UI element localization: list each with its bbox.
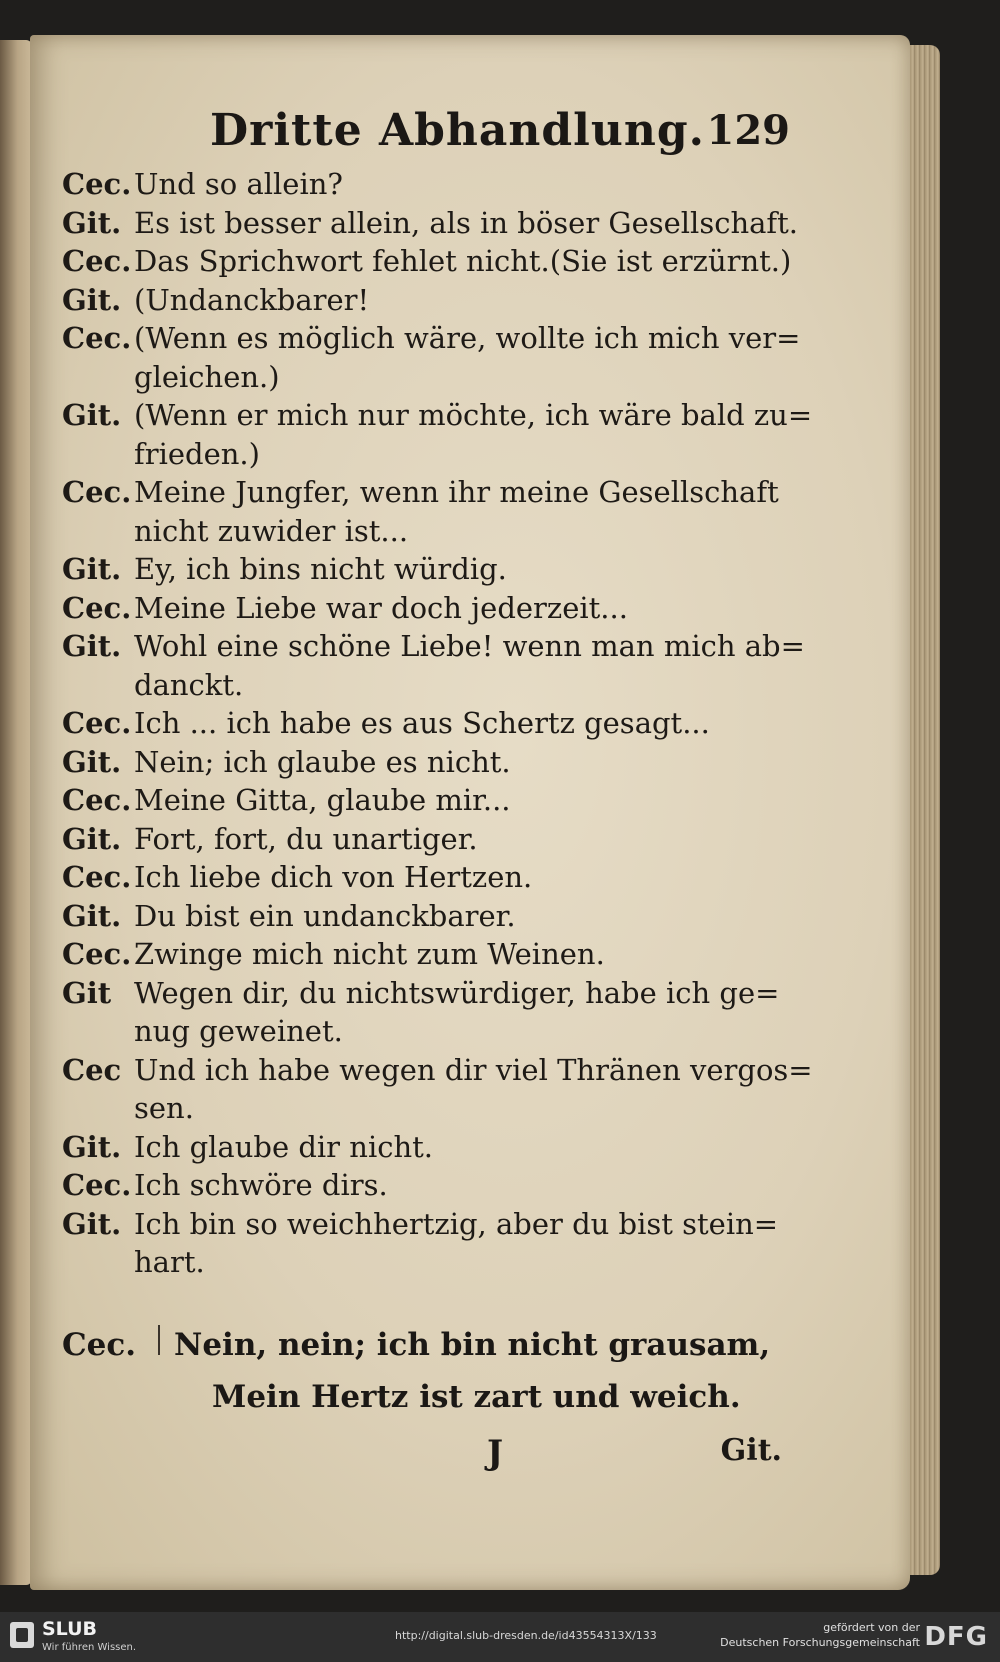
- speaker-label: Cec.: [62, 244, 132, 278]
- left-page-edge: [0, 40, 32, 1585]
- running-title: Dritte Abhandlung.: [210, 105, 705, 156]
- dfg-logo-icon[interactable]: DFG: [924, 1622, 988, 1652]
- dialogue-text: danckt.: [134, 667, 244, 702]
- speaker-label: Git.: [62, 282, 122, 317]
- speaker-label: Git.: [62, 744, 122, 779]
- funding-note: [720, 1620, 920, 1650]
- speaker-label: Git.: [62, 1129, 122, 1164]
- dialogue-line: [62, 473, 802, 512]
- running-head: [210, 105, 790, 165]
- dialogue-text: Ey, ich bins nicht würdig.: [134, 552, 507, 586]
- dialogue-text: (Wenn er mich nur möchte, ich wäre bald zu=: [134, 398, 813, 432]
- dialogue-text: Und ich habe wegen dir viel Thränen vergos=: [134, 1052, 813, 1087]
- dialogue-text: Wegen dir, du nichtswürdiger, habe ich ge=: [134, 975, 780, 1010]
- speaker-label: Cec.: [62, 937, 132, 971]
- funding-line-2: Deutschen Forschungsgemeinschaft: [720, 1636, 920, 1649]
- dialogue-text: Das Sprichwort fehlet nicht.(Sie ist erzürnt.): [134, 244, 792, 278]
- dialogue-text: Meine Liebe war doch jederzeit...: [134, 590, 628, 625]
- dialogue-text: Meine Gitta, glaube mir...: [134, 783, 511, 817]
- dialogue-text: Ich schwöre dirs.: [134, 1168, 388, 1202]
- dialogue-line: [62, 1128, 802, 1167]
- dialogue-text: Ich ... ich habe es aus Schertz gesagt...: [134, 706, 710, 740]
- slub-logo-icon[interactable]: [10, 1622, 34, 1648]
- dialogue-line: [62, 1166, 802, 1205]
- catchword: Git.: [720, 1433, 782, 1468]
- speaker-label: Git.: [62, 821, 122, 856]
- dialogue-text: gleichen.): [134, 359, 280, 394]
- speaker-label: Git.: [62, 898, 122, 933]
- dialogue-line: [62, 627, 805, 666]
- dialogue-text: Zwinge mich nicht zum Weinen.: [134, 937, 605, 971]
- dialogue-text: (Wenn es möglich wäre, wollte ich mich ver=: [134, 321, 801, 355]
- dialogue-line: [62, 897, 802, 936]
- dialogue-line: [62, 281, 802, 320]
- dialogue-text: sen.: [134, 1091, 194, 1125]
- speaker-label: Cec.: [62, 860, 132, 894]
- dialogue-line: [62, 358, 802, 397]
- verse-speaker: Cec.: [62, 1327, 137, 1363]
- dialogue-line: [62, 704, 802, 743]
- speaker-label: Git.: [62, 205, 122, 240]
- dialogue-text: Wohl eine schöne Liebe! wenn man mich ab=: [134, 629, 805, 663]
- dialogue-text: Ich glaube dir nicht.: [134, 1129, 434, 1164]
- dialogue-line: [62, 165, 802, 204]
- dialogue-line: [62, 1243, 802, 1282]
- dialogue-line: [62, 858, 802, 897]
- verse-block: [62, 1325, 802, 1483]
- dialogue-text: Du bist ein undanckbarer.: [134, 898, 516, 933]
- slub-brand[interactable]: SLUB: [42, 1618, 98, 1640]
- permalink-url[interactable]: http://digital.slub-dresden.de/id43554313X/133: [395, 1629, 657, 1642]
- dialogue-text: Fort, fort, du unartiger.: [134, 821, 478, 856]
- speaker-label: Git: [62, 975, 112, 1010]
- slub-tagline: Wir führen Wissen.: [42, 1642, 137, 1653]
- dialogue-text: hart.: [134, 1245, 205, 1279]
- verse-text-2: Mein Hertz ist zart und weich.: [212, 1379, 741, 1415]
- dialogue-line: [62, 1012, 802, 1051]
- speaker-label: Git.: [62, 552, 122, 586]
- dialogue-text: frieden.): [134, 436, 260, 471]
- dialogue-line: [62, 820, 802, 859]
- dialogue-line: [62, 512, 802, 551]
- speaker-label: Cec.: [62, 783, 132, 817]
- page-number: 129: [706, 107, 790, 154]
- dialogue-line: [62, 781, 802, 820]
- speaker-label: Git.: [62, 629, 122, 663]
- speaker-label: Cec.: [62, 590, 132, 625]
- speaker-label: Cec.: [62, 706, 132, 740]
- dialogue-line: [62, 935, 802, 974]
- verse-line-1: [62, 1325, 802, 1379]
- verse-bracket-rule: [158, 1325, 160, 1355]
- dialogue-text: nug geweinet.: [134, 1014, 343, 1048]
- viewer-footer: [0, 1612, 1000, 1662]
- dialogue-text: Es ist besser allein, als in böser Gesellschaft.: [134, 205, 799, 240]
- dialogue-line: [62, 1205, 802, 1244]
- dialogue-line: [62, 550, 802, 589]
- speaker-label: Cec: [62, 1052, 122, 1087]
- dialogue-text: Und so allein?: [134, 167, 343, 201]
- dialogue-line: [62, 1051, 813, 1090]
- dialogue-line: [62, 666, 802, 705]
- verse-line-2: [62, 1379, 802, 1433]
- dialogue-text: Ich liebe dich von Hertzen.: [134, 860, 533, 894]
- speaker-label: Cec.: [62, 167, 132, 201]
- dialogue-text: Meine Jungfer, wenn ihr meine Gesellschaft: [134, 475, 779, 509]
- dialogue-line: [62, 396, 813, 435]
- signature-mark: J: [487, 1433, 504, 1473]
- dialogue-line: [62, 242, 802, 281]
- verse-text-1: Nein, nein; ich bin nicht grausam,: [174, 1327, 771, 1363]
- dialogue-line: [62, 1089, 802, 1128]
- dialogue-line: [62, 204, 802, 243]
- dialogue-text: (Undanckbarer!: [134, 282, 370, 317]
- funding-line-1: gefördert von der: [823, 1621, 920, 1634]
- speaker-label: Cec.: [62, 321, 132, 355]
- dialogue-line: [62, 435, 802, 474]
- dialogue-line: [62, 589, 802, 628]
- dialogue-block: [62, 165, 813, 1282]
- dialogue-line: [62, 743, 802, 782]
- dialogue-text: Nein; ich glaube es nicht.: [134, 744, 511, 779]
- speaker-label: Cec.: [62, 475, 132, 509]
- dialogue-line: [62, 319, 802, 358]
- dialogue-text: Ich bin so weichhertzig, aber du bist stein=: [134, 1206, 779, 1241]
- speaker-label: Git.: [62, 398, 122, 432]
- dialogue-text: nicht zuwider ist...: [134, 513, 409, 548]
- speaker-label: Git.: [62, 1206, 122, 1241]
- speaker-label: Cec.: [62, 1168, 132, 1202]
- dialogue-line: [62, 974, 802, 1013]
- catch-line: [62, 1433, 802, 1483]
